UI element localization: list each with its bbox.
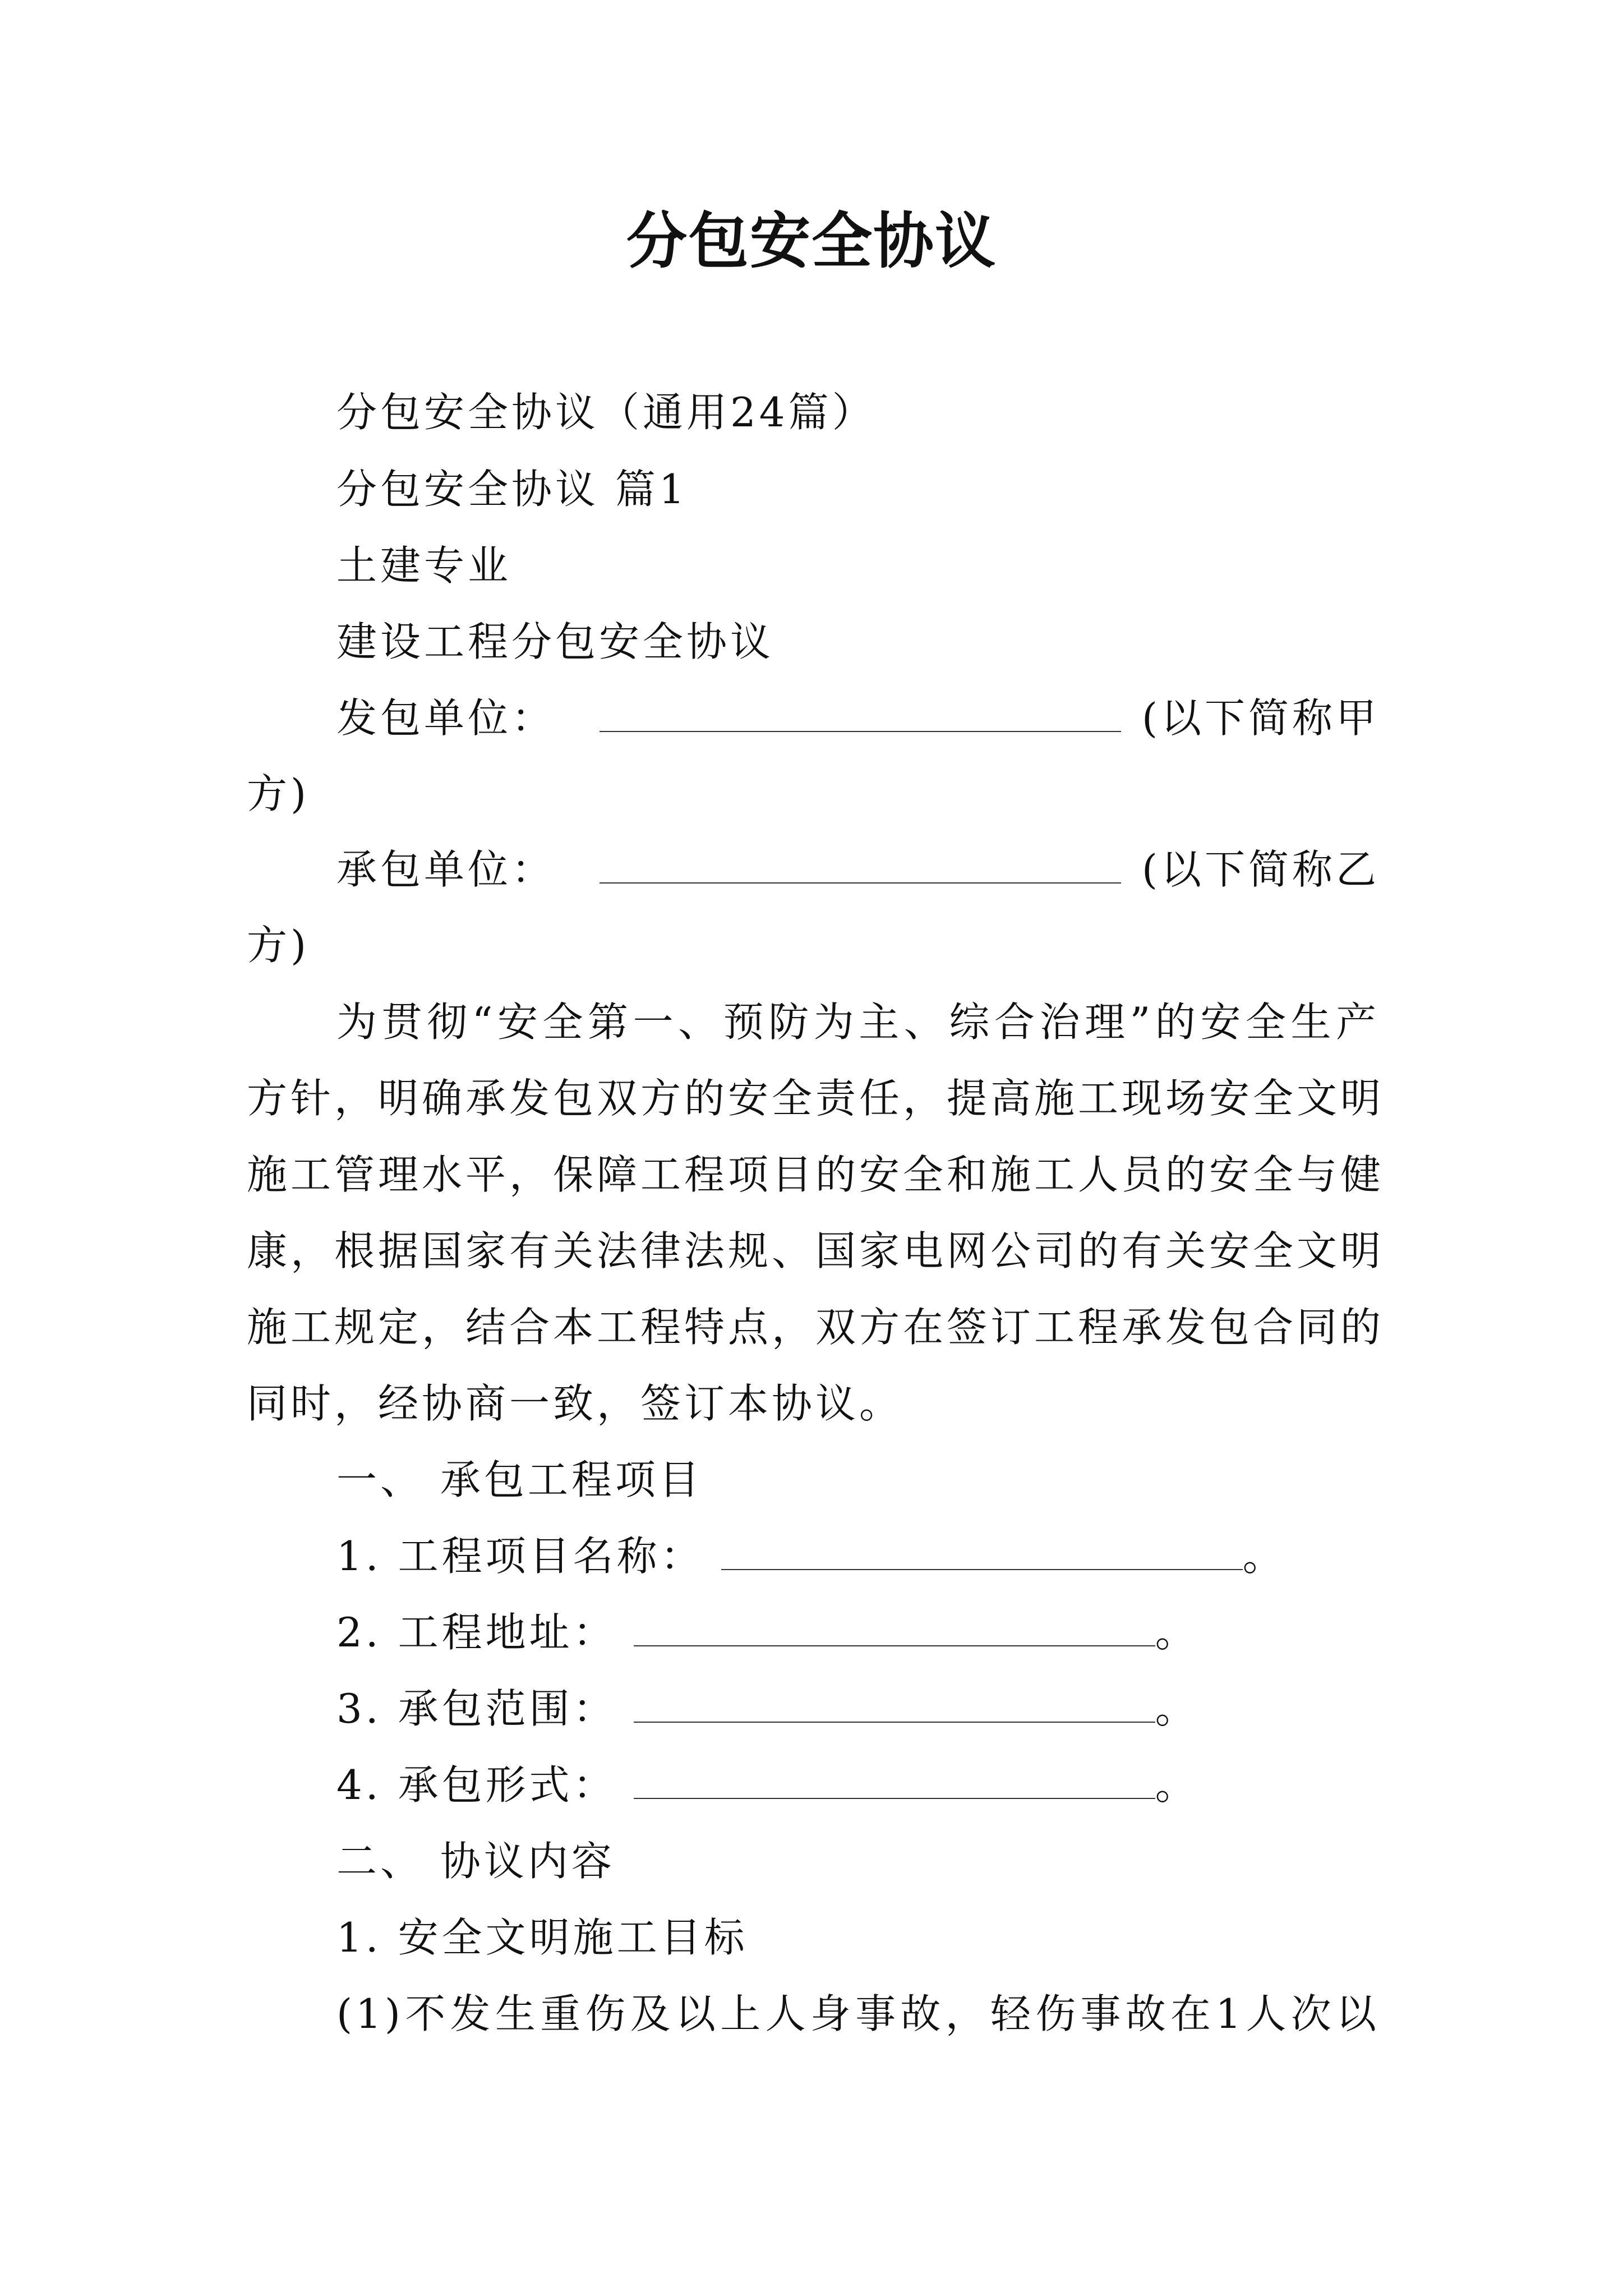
subtitle-line: 分包安全协议（通用24篇） — [336, 389, 876, 436]
party-a-blank[interactable] — [600, 692, 1121, 732]
paragraph-line: 施工规定，结合本工程特点，双方在签订工程承发包合同的 — [247, 1304, 1385, 1351]
item-end: 。 — [1242, 1533, 1287, 1580]
item-label: 4. 承包形式： — [336, 1761, 617, 1809]
specialty-line: 土建专业 — [336, 542, 512, 589]
item-label: 3. 承包范围： — [336, 1685, 617, 1732]
paragraph-line: 施工管理水平，保障工程项目的安全和施工人员的安全与健 — [247, 1151, 1385, 1198]
party-b-blank[interactable] — [600, 843, 1121, 884]
section2-heading: 二、 协议内容 — [336, 1838, 615, 1885]
party-a-label: 发包单位： — [336, 694, 556, 742]
paragraph-line: 方针，明确承发包双方的安全责任，提高施工现场安全文明 — [247, 1075, 1385, 1122]
party-a-wrap: 方) — [247, 770, 310, 817]
document-title: 分包安全协议 — [626, 206, 997, 277]
item-label: 1. 工程项目名称： — [336, 1533, 704, 1580]
item-blank[interactable] — [721, 1530, 1243, 1570]
section2-item: (1)不发生重伤及以上人身事故，轻伤事故在1人次以 — [336, 1990, 1380, 2037]
agreement-name-line: 建设工程分包安全协议 — [336, 618, 774, 665]
paragraph-line: 为贯彻“安全第一、预防为主、综合治理”的安全生产 — [336, 999, 1380, 1046]
section-title-line: 分包安全协议 篇1 — [336, 466, 688, 513]
paragraph-line: 同时，经协商一致，签订本协议。 — [247, 1380, 903, 1427]
party-b-wrap: 方) — [247, 922, 310, 969]
section1-item — [336, 1757, 1380, 1813]
item-end: 。 — [1155, 1685, 1199, 1732]
section1-heading: 一、 承包工程项目 — [336, 1456, 703, 1503]
item-end: 。 — [1155, 1761, 1199, 1809]
section2-subheading: 1. 安全文明施工目标 — [336, 1914, 748, 1961]
item-blank[interactable] — [634, 1682, 1155, 1723]
party-a-suffix: (以下简称甲 — [1141, 694, 1380, 742]
item-blank[interactable] — [634, 1759, 1155, 1799]
item-blank[interactable] — [634, 1606, 1155, 1646]
party-b-row — [336, 841, 1380, 898]
section1-item — [336, 1681, 1380, 1737]
section1-item — [336, 1528, 1380, 1584]
item-label: 2. 工程地址： — [336, 1609, 617, 1656]
paragraph-line: 康，根据国家有关法律法规、国家电网公司的有关安全文明 — [247, 1227, 1385, 1274]
party-b-label: 承包单位： — [336, 846, 556, 893]
section1-item — [336, 1604, 1380, 1660]
party-b-suffix: (以下简称乙 — [1141, 846, 1380, 893]
party-a-row — [336, 690, 1380, 746]
item-end: 。 — [1155, 1609, 1199, 1656]
